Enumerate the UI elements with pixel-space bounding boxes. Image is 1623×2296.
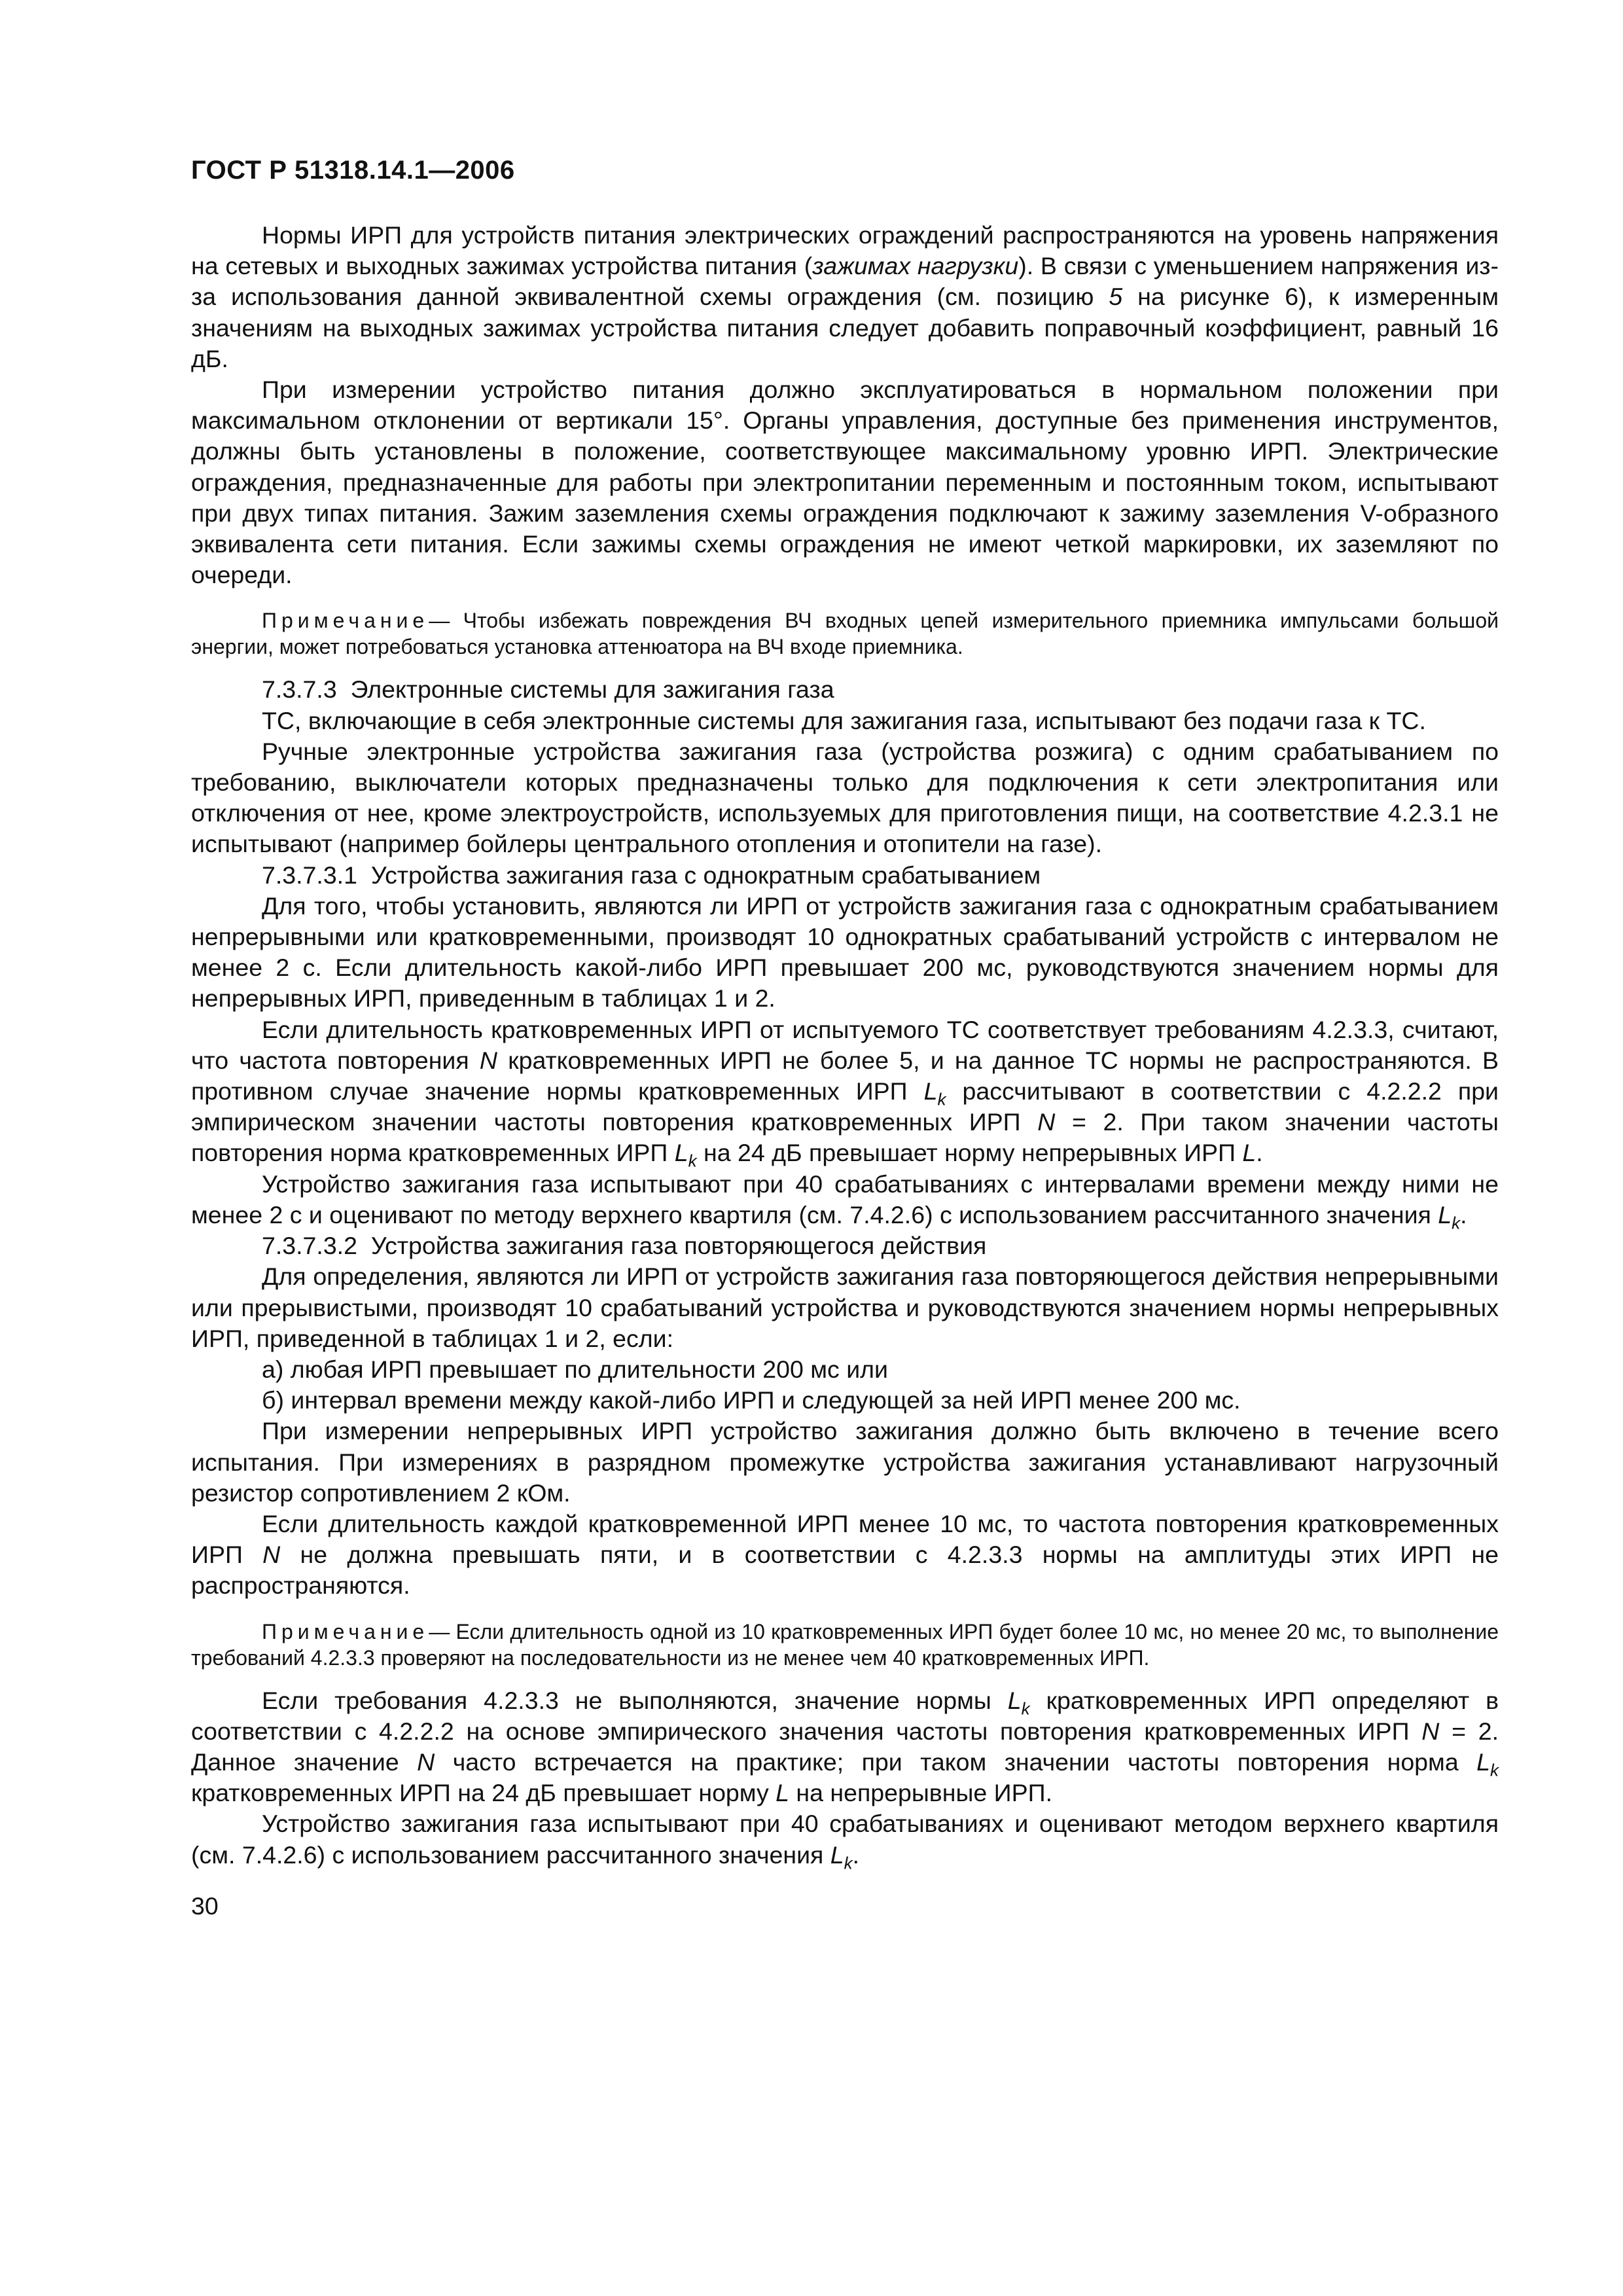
paragraph-single-shot-test: Для того, чтобы установить, являются ли ИРП от устройств зажигания газа с однократным срабатыванием непрерывными или кратковременными, производят 10 однократных срабатываний устройств с интервалом не менее 2 с. Если длительность какой-либо ИРП превышает 200 мс, руководствуются значением нормы для непрерывных ИРП, приведенным в таблицах 1 и 2. (191, 891, 1499, 1013)
paragraph-repetitive-ignition: Для определения, являются ли ИРП от устройств зажигания газа повторяющегося действия непрерывными или прерывистыми, производят 10 срабатываний устройства и руководствуются значением нормы непрерывных ИРП, приведенной в таблицах 1 и 2, если: (191, 1263, 1499, 1352)
document-code-header: ГОСТ Р 51318.14.1—2006 (191, 156, 515, 185)
paragraph-click-repetition: Если длительность кратковременных ИРП от испытуемого ТС соответствует требованиям 4.2.3.3, считают, что частота повторения N кратковременных ИРП не более 5, и на данное ТС нормы не распространяются. В противном случае значение нормы кратковременных ИРП $L_k$ рассчитывают в соответствии с 4.2.2.2 при эмпирическом значении частоты повторения кратковременных ИРП N = 2. При таком значении частоты повторения норма кратковременных ИРП $L_k$ на 24 дБ превышает норму непрерывных ИРП L. (191, 1015, 1499, 1171)
note-attenuator: Примечание— Чтобы избежать повреждения ВЧ входных цепей измерительного приемника импульсами большой энергии, может потребоваться установка аттенюатора на ВЧ входе приемника. (191, 609, 1499, 659)
note-label: Примечание (262, 1619, 429, 1643)
paragraph-continuous-measurement: При измерении непрерывных ИРП устройство зажигания должно быть включено в течение всего испытания. При измерениях в разрядном промежутке устройства зажигания устанавливают нагрузочный резистор сопротивлением 2 кОм. (191, 1417, 1499, 1507)
paragraph-manual-ignition-devices: Ручные электронные устройства зажигания газа (устройства розжига) с одним срабатыванием по требованию, выключатели которых предназначены только для подключения к сети электропитания или отключения от нее, кроме электроустройств, используемых для приготовления пищи, на соответствие 4.2.3.1 не испытывают (например бойлеры центрального отопления и отопители на газе). (191, 737, 1499, 858)
paragraph-40-operations: Устройство зажигания газа испытывают при 40 срабатываниях с интервалами времени между ними не менее 2 с и оценивают по методу верхнего квартиля (см. 7.4.2.6) с использованием рассчитанного значения $L_k$. (191, 1170, 1499, 1233)
page-number: 30 (191, 1892, 219, 1920)
note-label: Примечание (262, 609, 429, 633)
list-item-a: а) любая ИРП превышает по длительности 200 мс или (262, 1355, 888, 1383)
paragraph-fence-emission-norms: Нормы ИРП для устройств питания электрических ограждений распространяются на уровень напряжения на сетевых и выходных зажимах устройства питания (зажимах нагрузки). В связи с уменьшением напряжения из-за использования данной эквивалентной схемы ограждения (см. позицию 5 на рисунке 6), к измеренным значениям на выходных зажимах устройства питания следует добавить поправочный коэффициент, равный 16 дБ. (191, 221, 1499, 372)
document-page (191, 154, 1499, 1922)
paragraph-measurement-conditions: При измерении устройство питания должно эксплуатироваться в нормальном положении при максимальном отклонении от вертикали 15°. Органы управления, доступные без применения инструментов, должны быть установлены в положение, соответствующее максимальному уровню ИРП. Электрические ограждения, предназначенные для работы при электропитании переменным и постоянным током, испытывают при двух типах питания. Зажим заземления схемы ограждения подключают к зажиму заземления V-образного эквивалента сети питания. Если зажимы схемы ограждения не имеют четкой маркировки, их заземляют по очереди. (191, 376, 1499, 589)
section-heading-7-3-7-3-2: 7.3.7.3.2 Устройства зажигания газа повторяющегося действия (262, 1232, 987, 1260)
paragraph-short-duration: Если длительность каждой кратковременной ИРП менее 10 мс, то частота повторения кратковременных ИРП N не должна превышать пяти, и в соответствии с 4.2.3.3 нормы на амплитуды этих ИРП не распространяются. (191, 1509, 1499, 1600)
paragraph-requirements-not-met: Если требования 4.2.3.3 не выполняются, значение нормы $L_k$ кратковременных ИРП определяют в соответствии с 4.2.2.2 на основе эмпирического значения частоты повторения кратковременных ИРП N = 2. Данное значение N часто встречается на практике; при таком значении частоты повторения норма $L_k$ кратковременных ИРП на 24 дБ превышает норму L на непрерывные ИРП. (191, 1686, 1499, 1807)
paragraph-quartile-method: Устройство зажигания газа испытывают при 40 срабатываниях и оценивают методом верхнего квартиля (см. 7.4.2.6) с использованием рассчитанного значения $L_k$. (191, 1810, 1499, 1873)
paragraph-gas-ignition-no-gas: ТС, включающие в себя электронные системы для зажигания газа, испытывают без подачи газа к ТС. (262, 706, 1426, 734)
note-sequence-40: Примечание— Если длительность одной из 10 кратковременных ИРП будет более 10 мс, но менее 20 мс, то выполнение требований 4.2.3.3 проверяют на последовательности из не менее чем 40 кратковременных ИРП. (191, 1619, 1499, 1670)
section-heading-7-3-7-3: 7.3.7.3 Электронные системы для зажигания газа (262, 675, 834, 704)
list-item-b: б) интервал времени между какой-либо ИРП и следующей за ней ИРП менее 200 мс. (262, 1386, 1241, 1414)
section-heading-7-3-7-3-1: 7.3.7.3.1 Устройства зажигания газа с однократным срабатыванием (262, 861, 1041, 889)
